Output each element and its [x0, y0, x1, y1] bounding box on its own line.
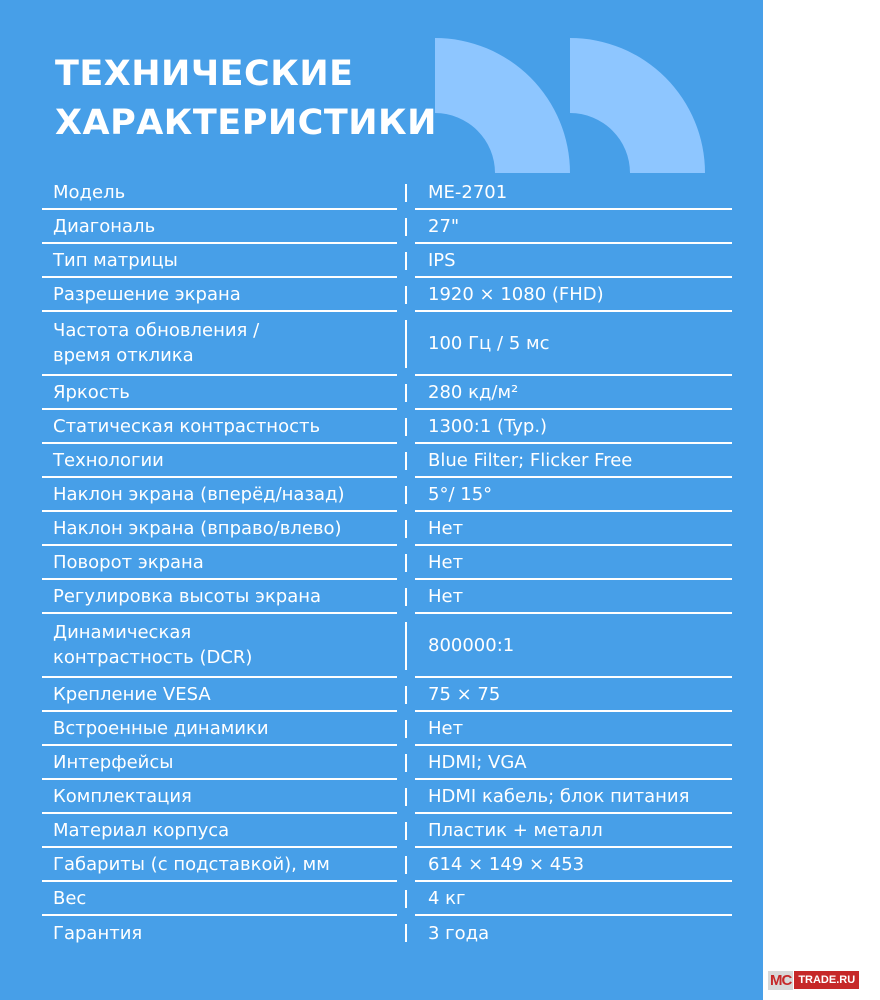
spec-divider-bar [405, 720, 407, 738]
logo-mc: MC [770, 971, 792, 989]
spec-divider [405, 410, 407, 444]
spec-divider [405, 916, 407, 950]
spec-row [42, 376, 732, 410]
spec-row [42, 746, 732, 780]
spec-divider-bar [405, 286, 407, 304]
spec-label [42, 312, 397, 376]
spec-divider [405, 376, 407, 410]
spec-value-text: 3 года [428, 922, 490, 944]
spec-row [42, 780, 732, 814]
spec-row [42, 176, 732, 210]
spec-row [42, 312, 732, 376]
spec-value-text: Нет [428, 551, 464, 573]
spec-divider [405, 780, 407, 814]
spec-divider-bar [405, 856, 407, 874]
spec-divider [405, 678, 407, 712]
spec-row [42, 712, 732, 746]
spec-value-text: Нет [428, 585, 464, 607]
spec-value [415, 244, 732, 278]
spec-divider-bar [405, 554, 407, 572]
spec-divider-bar [405, 520, 407, 538]
spec-label [42, 176, 397, 210]
spec-divider-bar [405, 252, 407, 270]
spec-label-text: Материал корпуса [53, 819, 230, 841]
spec-divider-bar [405, 754, 407, 772]
spec-divider [405, 512, 407, 546]
spec-value [415, 780, 732, 814]
spec-label [42, 916, 397, 950]
spec-value [415, 444, 732, 478]
spec-divider-bar [405, 320, 407, 368]
spec-value [415, 312, 732, 376]
spec-row [42, 848, 732, 882]
spec-value [415, 916, 732, 950]
spec-row [42, 814, 732, 848]
spec-label-text: Поворот экрана [53, 551, 204, 573]
spec-label-text: Динамическая контрастность (DCR) [53, 622, 253, 668]
spec-label-text: Регулировка высоты экрана [53, 585, 322, 607]
spec-divider [405, 278, 407, 312]
spec-divider [405, 614, 407, 678]
spec-value [415, 848, 732, 882]
spec-value-text: 5°/ 15° [428, 483, 493, 505]
spec-label-text: Модель [53, 181, 126, 203]
spec-divider-bar [405, 452, 407, 470]
spec-divider [405, 712, 407, 746]
spec-row [42, 614, 732, 678]
spec-value-text: 100 Гц / 5 мс [428, 332, 550, 354]
spec-value [415, 376, 732, 410]
spec-table [42, 176, 732, 950]
page-title [55, 50, 437, 148]
spec-value-text: Нет [428, 717, 464, 739]
spec-divider-bar [405, 890, 407, 908]
spec-label-text: Диагональ [53, 215, 156, 237]
spec-divider [405, 478, 407, 512]
spec-label-text: Тип матрицы [53, 249, 178, 271]
spec-row [42, 210, 732, 244]
spec-value-text: 1300:1 (Typ.) [428, 415, 548, 437]
spec-value-text: 280 кд/м² [428, 381, 519, 403]
spec-value-text: 75 × 75 [428, 683, 501, 705]
spec-label-text: Статическая контрастность [53, 415, 321, 437]
spec-value [415, 712, 732, 746]
spec-label [42, 712, 397, 746]
spec-row [42, 444, 732, 478]
spec-divider [405, 312, 407, 376]
spec-row [42, 512, 732, 546]
spec-label [42, 814, 397, 848]
spec-label-text: Комплектация [53, 785, 192, 807]
spec-label [42, 882, 397, 916]
spec-label-text: Разрешение экрана [53, 283, 241, 305]
spec-label-text: Встроенные динамики [53, 717, 269, 739]
spec-label [42, 746, 397, 780]
spec-divider [405, 746, 407, 780]
spec-value-text: IPS [428, 249, 456, 271]
spec-label-text: Крепление VESA [53, 683, 211, 705]
spec-value-text: HDMI кабель; блок питания [428, 785, 690, 807]
spec-value [415, 678, 732, 712]
spec-row [42, 244, 732, 278]
spec-row [42, 478, 732, 512]
spec-value-text: HDMI; VGA [428, 751, 527, 773]
spec-divider-bar [405, 788, 407, 806]
spec-value [415, 278, 732, 312]
spec-value [415, 746, 732, 780]
spec-label [42, 512, 397, 546]
spec-divider-bar [405, 622, 407, 670]
spec-divider-bar [405, 924, 407, 942]
spec-label [42, 444, 397, 478]
spec-label [42, 210, 397, 244]
spec-label [42, 376, 397, 410]
spec-value [415, 546, 732, 580]
spec-value-text: 614 × 149 × 453 [428, 853, 585, 875]
spec-value-text: 27" [428, 215, 460, 237]
spec-divider-bar [405, 686, 407, 704]
spec-row [42, 882, 732, 916]
quote-mark-left [435, 38, 570, 173]
spec-label [42, 848, 397, 882]
spec-row [42, 278, 732, 312]
spec-label-text: Яркость [53, 381, 130, 403]
quote-mark-right [570, 38, 705, 173]
spec-divider [405, 176, 407, 210]
spec-row [42, 410, 732, 444]
spec-divider [405, 580, 407, 614]
spec-divider-bar [405, 588, 407, 606]
spec-divider [405, 210, 407, 244]
title-line-1: ТЕХНИЧЕСКИЕ [55, 54, 354, 94]
spec-label-text: Наклон экрана (вправо/влево) [53, 517, 342, 539]
spec-value [415, 512, 732, 546]
spec-value [415, 882, 732, 916]
spec-label [42, 546, 397, 580]
spec-divider [405, 444, 407, 478]
spec-value-text: Пластик + металл [428, 819, 603, 841]
spec-label-text: Технологии [53, 449, 164, 471]
spec-value-text: ME-2701 [428, 181, 508, 203]
spec-label-text: Интерфейсы [53, 751, 174, 773]
spec-label [42, 478, 397, 512]
spec-value [415, 614, 732, 678]
title-line-2: ХАРАКТЕРИСТИКИ [55, 103, 437, 143]
spec-divider [405, 882, 407, 916]
spec-label [42, 678, 397, 712]
spec-divider-bar [405, 822, 407, 840]
spec-label-text: Частота обновления / время отклика [53, 320, 260, 366]
spec-divider [405, 546, 407, 580]
spec-value-text: 1920 × 1080 (FHD) [428, 283, 604, 305]
spec-value [415, 580, 732, 614]
spec-row [42, 916, 732, 950]
spec-label [42, 410, 397, 444]
spec-value [415, 410, 732, 444]
spec-divider [405, 814, 407, 848]
spec-divider-bar [405, 218, 407, 236]
spec-label-text: Наклон экрана (вперёд/назад) [53, 483, 345, 505]
spec-divider-bar [405, 418, 407, 436]
spec-value-text: Нет [428, 517, 464, 539]
spec-divider-bar [405, 486, 407, 504]
spec-value [415, 210, 732, 244]
spec-value [415, 176, 732, 210]
spec-divider [405, 244, 407, 278]
spec-label [42, 244, 397, 278]
spec-row [42, 678, 732, 712]
spec-value-text: Blue Filter; Flicker Free [428, 449, 633, 471]
spec-label [42, 580, 397, 614]
spec-value-text: 4 кг [428, 887, 466, 909]
spec-divider [405, 848, 407, 882]
spec-label-text: Гарантия [53, 922, 143, 944]
spec-divider-bar [405, 184, 407, 202]
spec-label [42, 780, 397, 814]
spec-label-text: Габариты (с подставкой), мм [53, 853, 330, 875]
logo-trade: TRADE.RU [794, 971, 859, 989]
spec-value [415, 814, 732, 848]
site-logo [768, 968, 878, 992]
spec-label [42, 278, 397, 312]
spec-value [415, 478, 732, 512]
spec-label-text: Вес [53, 887, 87, 909]
spec-row [42, 546, 732, 580]
spec-row [42, 580, 732, 614]
spec-value-text: 800000:1 [428, 634, 515, 656]
spec-label [42, 614, 397, 678]
spec-divider-bar [405, 384, 407, 402]
